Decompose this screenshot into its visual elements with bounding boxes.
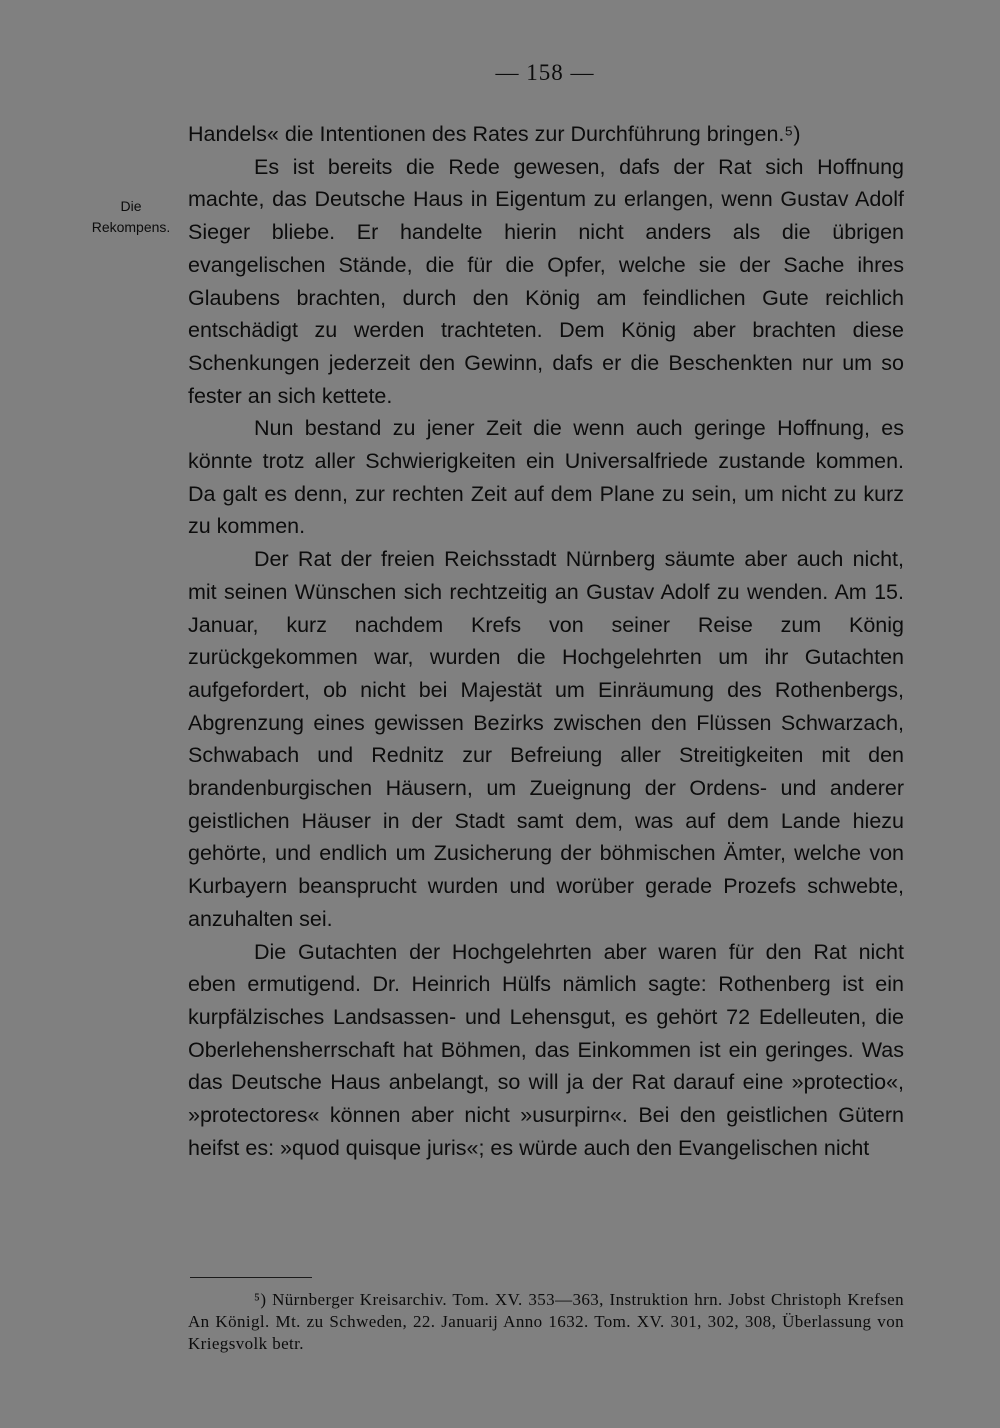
paragraph: Handels« die Intentionen des Rates zur Durchführung bringen.⁵) bbox=[188, 122, 801, 146]
paragraph: Der Rat der freien Reichsstadt Nürnberg säumte aber auch nicht, mit seinen Wünschen sich rechtzeitig an Gustav Adolf zu wenden. Am 15. Januar, kurz nachdem Krefs von seiner Reise zum König zurückgekommen war, wurden die Hochgelehrten um ihr Gutachten aufgefordert, ob nicht bei Majestät um Einräumung des Rothenbergs, Abgrenzung eines gewissen Bezirks zwischen den Flüssen Schwarzach, Schwabach und Rednitz zur Befreiung aller Streitigkeiten mit den brandenburgischen Häusern, um Zueignung der Ordens- und anderer geistlichen Häuser in der Stadt samt dem, was auf dem Lande hiezu gehörte, und endlich um Zusicherung der böhmischen Ämter, welche von Kurbayern beansprucht wurden und worüber gerade Prozefs schwebte, anzuhalten sei. bbox=[188, 547, 904, 931]
body-text bbox=[188, 118, 904, 1165]
margin-note-line: Rekompens. bbox=[91, 219, 171, 235]
page-number: — 158 — bbox=[495, 60, 595, 85]
footnotes bbox=[188, 1289, 904, 1355]
margin-note bbox=[76, 196, 186, 238]
paragraph: Nun bestand zu jener Zeit die wenn auch geringe Hoffnung, es könnte trotz aller Schwierigkeiten ein Universalfriede zustande kommen. Da galt es denn, zur rechten Zeit auf dem Plane zu sein, um nicht zu kurz zu kommen. bbox=[188, 416, 904, 539]
paragraph: Es ist bereits die Rede gewesen, dafs der Rat sich Hoffnung machte, das Deutsche Haus in Eigentum zu erlangen, wenn Gustav Adolf Sieger bliebe. Er handelte hierin nicht anders als die übrigen evangelischen Stände, die für die Opfer, welche sie der Sache ihres Glaubens brachten, durch den König am feindlichen Gute reichlich entschädigt zu werden trachteten. Dem König aber brachten diese Schenkungen jederzeit den Gewinn, dafs er die Beschenkten nur um so fester an sich kettete. bbox=[188, 154, 904, 408]
footnote-rule bbox=[190, 1277, 312, 1278]
footnote: ⁵) Nürnberger Kreisarchiv. Tom. XV. 353—363, Instruktion hrn. Jobst Christoph Krefsen An Königl. Mt. zu Schweden, 22. Januarij Anno 1632. Tom. XV. 301, 302, 308, Überlassung von Kriegsvolk betr. bbox=[188, 1290, 904, 1353]
paragraph: Die Gutachten der Hochgelehrten aber waren für den Rat nicht eben ermutigend. Dr. Heinrich Hülfs nämlich sagte: Rothenberg ist ein kurpfälzisches Landsassen- und Lehensgut, es gehört 72 Edelleuten, die Oberlehensherrschaft hat Böhmen, das Einkommen ist ein geringes. Was das Deutsche Haus anbelangt, so will ja der Rat darauf eine »protectio«, »protectores« können aber nicht »usurpirn«. Bei den geistlichen Gütern heifst es: »quod quisque juris«; es würde auch den Evangelischen nicht bbox=[188, 939, 904, 1160]
margin-note-line: Die bbox=[120, 198, 142, 214]
